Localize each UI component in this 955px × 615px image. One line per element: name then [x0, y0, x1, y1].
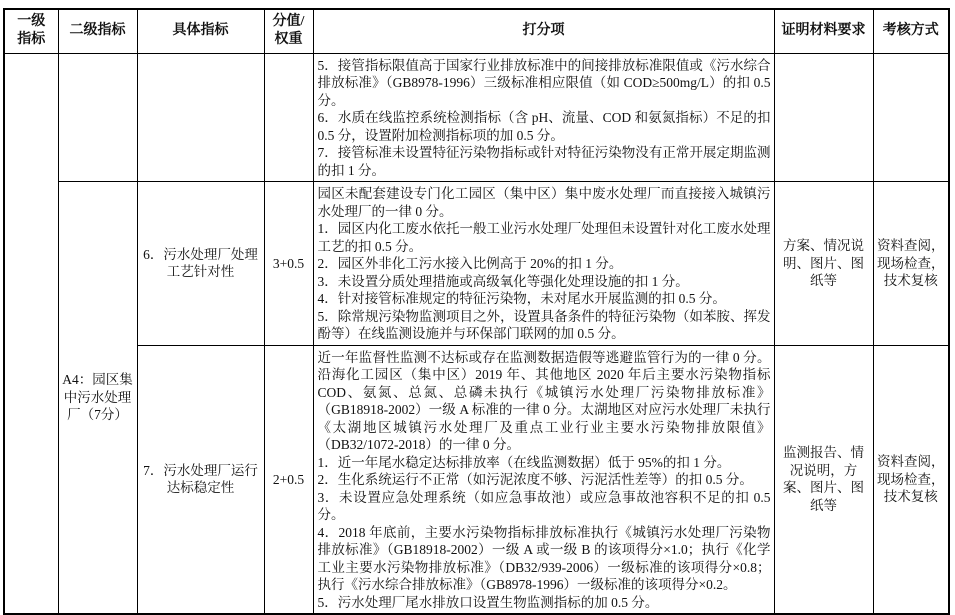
cell-assessment-row2: 资料查阅，现场检查，技术复核	[873, 182, 949, 346]
cell-specific-indicator-row1	[137, 53, 264, 182]
cell-score-weight-row1	[264, 53, 313, 182]
header-secondary-indicator: 二级指标	[58, 9, 137, 53]
cell-scoring-items-row1: 5．接管指标限值高于国家行业排放标准中的间接排放标准限值或《污水综合排放标准》（GB8978-1996）三级标准相应限值（如 COD≥500mg/L）的扣 0.5 分。 6．水质在线监控系统检测指标（含 pH、流量、COD 和氨氮指标）不足的扣 0.5 分，设置附加检测指标项的加 0.5 分。 7．接管标准未设置特征污染物指标或针对特征污染物没有正常开展定期监测的扣 1 分。	[313, 53, 774, 182]
assessment-criteria-table	[3, 8, 950, 615]
cell-assessment-row1	[873, 53, 949, 182]
cell-secondary-indicator-a4: A4：园区集中污水处理厂（7分）	[58, 182, 137, 615]
header-evidence-requirements: 证明材料要求	[774, 9, 873, 53]
table-header-row	[4, 9, 949, 53]
header-specific-indicator: 具体指标	[137, 9, 264, 53]
cell-specific-indicator-row2: 6．污水处理厂处理工艺针对性	[137, 182, 264, 346]
table-row	[4, 53, 949, 182]
header-score-weight: 分值/ 权重	[264, 9, 313, 53]
cell-scoring-items-row2: 园区未配套建设专门化工园区（集中区）集中废水处理厂而直接接入城镇污水处理厂的一律 0 分。 1．园区内化工废水依托一般工业污水处理厂处理但未设置针对化工废水处理工艺的扣 0.5 分。 2．园区外非化工污水接入比例高于 20%的扣 1 分。 3．未设置分质处理措施或高级氧化等强化处理设施的扣 1 分。 4．针对接管标准规定的特征污染物，未对尾水开展监测的扣 0.5 分。 5．除常规污染物监测项目之外，设置具备条件的特征污染物（如苯胺、挥发酚等）在线监测设施并与环保部门联网的加 0.5 分。	[313, 182, 774, 346]
table-row	[4, 182, 949, 346]
cell-evidence-row2: 方案、情况说明、图片、图纸等	[774, 182, 873, 346]
header-assessment-method: 考核方式	[873, 9, 949, 53]
table-row	[4, 345, 949, 614]
cell-score-weight-row2: 3+0.5	[264, 182, 313, 346]
header-primary-indicator: 一级 指标	[4, 9, 58, 53]
cell-assessment-row3: 资料查阅，现场检查，技术复核	[873, 345, 949, 614]
cell-evidence-row1	[774, 53, 873, 182]
cell-secondary-indicator-row1	[58, 53, 137, 182]
cell-scoring-items-row3: 近一年监督性监测不达标或存在监测数据造假等逃避监管行为的一律 0 分。沿海化工园区（集中区）2019 年、其他地区 2020 年后主要水污染物指标 COD、氨氮、总氮、总磷未执行《城镇污水处理厂污染物排放标准》（GB18918-2002）一级 A 标准的一律 0 分。太湖地区对应污水处理厂未执行《太湖地区城镇污水处理厂及重点工业行业主要水污染物排放限值》（DB32/1072-2018）的一律 0 分。 1．近一年尾水稳定达标排放率（在线监测数据）低于 95%的扣 1 分。 2．生化系统运行不正常（如污泥浓度不够、污泥活性差等）的扣 0.5 分。 3．未设置应急处理系统（如应急事故池）或应急事故池容积不足的扣 0.5 分。 4．2018 年底前，主要水污染物指标排放标准执行《城镇污水处理厂污染物排放标准》（GB18918-2002）一级 A 或一级 B 的该项得分×1.0；执行《化学工业主要水污染物排放标准》（DB32/939-2006）一级标准的该项得分×0.8；执行《污水综合排放标准》（GB8978-1996）一级标准的该项得分×0.2。 5．污水处理厂尾水排放口设置生物监测指标的加 0.5 分。	[313, 345, 774, 614]
cell-primary-indicator	[4, 53, 58, 614]
cell-evidence-row3: 监测报告、情况说明，方案、图片、图纸等	[774, 345, 873, 614]
header-scoring-items: 打分项	[313, 9, 774, 53]
cell-specific-indicator-row3: 7．污水处理厂运行达标稳定性	[137, 345, 264, 614]
cell-score-weight-row3: 2+0.5	[264, 345, 313, 614]
